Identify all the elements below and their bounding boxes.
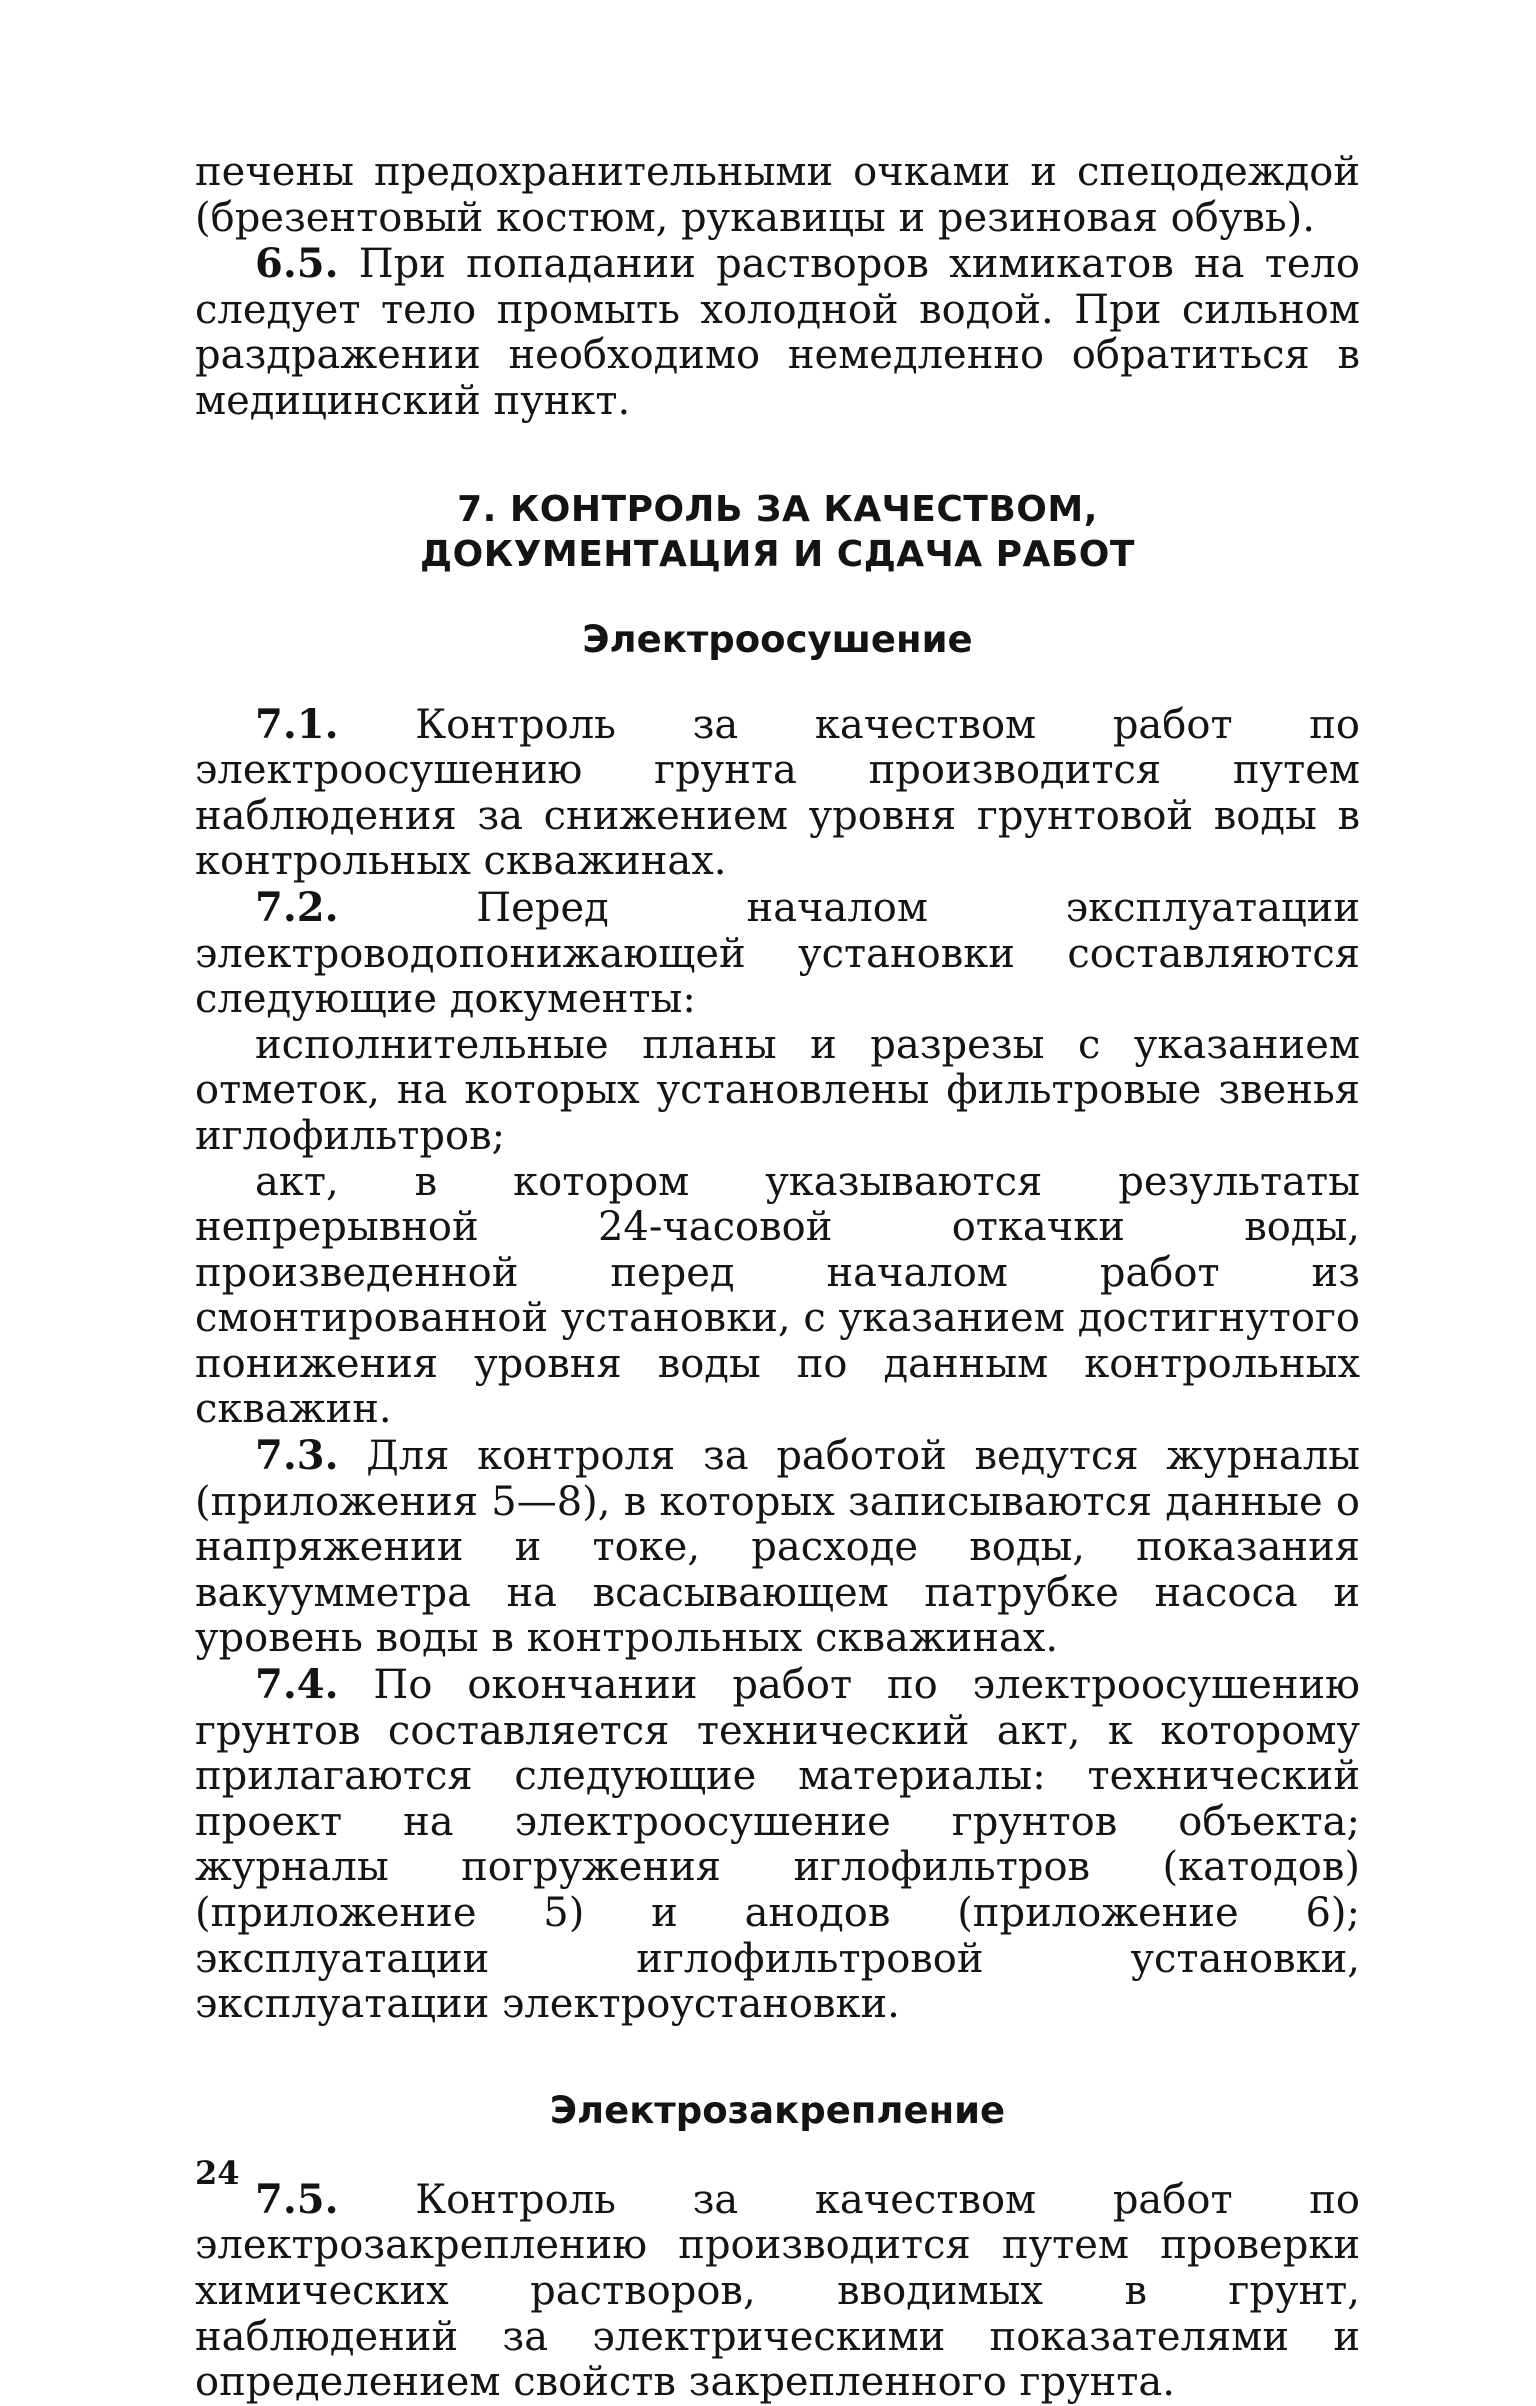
paragraph-text: При попадании растворов химикатов на тело следует тело промыть холодной водой. При сильном раздражении необходимо немедленно обратиться в медицинский пункт.	[195, 241, 1360, 424]
section-title-line-1: 7. КОНТРОЛЬ ЗА КАЧЕСТВОМ,	[457, 488, 1098, 530]
page-body	[195, 150, 1360, 2406]
paragraph-7-1	[195, 702, 1360, 885]
list-item-documents-plans: исполнительные планы и разрезы с указанием отметок, на которых установлены фильтровые звенья иглофильтров;	[195, 1021, 1360, 1159]
paragraph-text: Перед началом эксплуатации электроводопонижающей установки составляются следующие документы:	[195, 884, 1360, 1023]
paragraph-text: Контроль за качеством работ по электроосушению грунта производится путем наблюдения за снижением уровня грунтовой воды в контрольных скважинах.	[195, 701, 1360, 885]
section-title-line-2: ДОКУМЕНТАЦИЯ И СДАЧА РАБОТ	[420, 533, 1135, 575]
section-title	[195, 487, 1360, 577]
paragraph-text: Для контроля за работой ведутся журналы (приложения 5—8), в которых записываются данные о напряжении и токе, расходе воды, показания вакуумметра на всасывающем патрубке насоса и уровень воды в контрольных скважинах.	[195, 1433, 1360, 1662]
paragraph-number: 7.2.	[255, 883, 339, 931]
page-number: 24	[195, 2154, 240, 2192]
paragraph-number: 7.5.	[255, 2175, 339, 2223]
paragraph-7-4	[195, 1662, 1360, 2028]
paragraph-number: 7.3.	[255, 1432, 339, 1480]
paragraph-number: 7.4.	[255, 1661, 339, 1709]
paragraph-text: Контроль за качеством работ по электрозакреплению производится путем проверки химических растворов, вводимых в грунт, наблюдений за электрическими показателями и определением свойств закрепленного грунта.	[195, 2176, 1360, 2406]
subsection-heading-electrofixing: Электрозакрепление	[549, 2088, 1006, 2132]
paragraph-text: По окончании работ по электроосушению грунтов составляется технический акт, к которому прилагаются следующие материалы: технический проект на электроосушение грунтов объекта; журналы погружения иглофильтров (катодов) (приложение 5) и анодов (приложение 6); эксплуатации иглофильтровой установки, эксплуатации электроустановки.	[195, 1662, 1360, 2028]
list-item-documents-act: акт, в котором указываются результаты непрерывной 24-часовой откачки воды, произведенной перед началом работ из смонтированной установки, с указанием достигнутого понижения уровня воды по данным контрольных скважин.	[195, 1158, 1360, 1433]
paragraph-number: 6.5.	[255, 240, 339, 288]
paragraph-6-5	[195, 241, 1360, 424]
paragraph-number: 7.1.	[255, 700, 339, 748]
paragraph-7-2	[195, 885, 1360, 1023]
paragraph-7-3	[195, 1433, 1360, 1662]
paragraph-7-5	[195, 2177, 1360, 2406]
intro-paragraph: печены предохранительными очками и спецодеждой (брезентовый костюм, рукавицы и резиновая обувь).	[195, 149, 1360, 241]
subsection-heading-electrodrying: Электроосушение	[582, 617, 973, 661]
